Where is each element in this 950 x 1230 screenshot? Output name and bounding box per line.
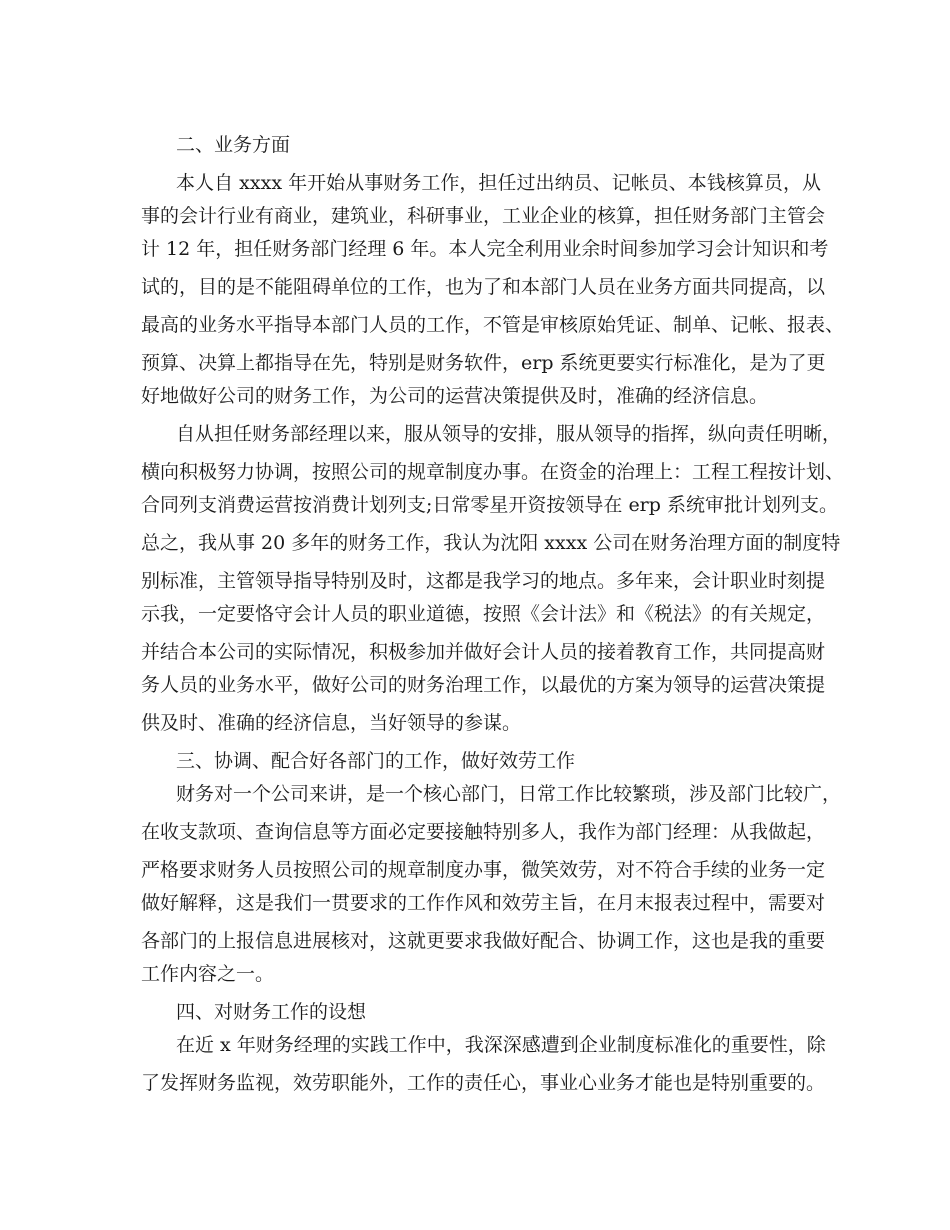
paragraph-line: 总之，我从事 20 多年的财务工作，我认为沈阳 xxxx 公司在财务治理方面的制度特: [141, 532, 841, 554]
paragraph-line: 横向积极努力协调，按照公司的规章制度办事。在资金的治理上：工程工程按计划、: [141, 461, 845, 483]
paragraph-line: 工作内容之一。: [141, 963, 275, 985]
paragraph-line: 供及时、准确的经济信息，当好领导的参谋。: [141, 712, 522, 734]
paragraph-line: 各部门的上报信息进展核对，这就更要求我做好配合、协调工作，这也是我的重要: [141, 930, 826, 952]
paragraph-line: 示我，一定要恪守会计人员的职业道德，按照《会计法》和《税法》的有关规定，: [141, 603, 826, 625]
paragraph-line: 做好解释，这是我们一贯要求的工作作风和效劳主旨，在月末报表过程中，需要对: [141, 892, 826, 914]
paragraph-line: 严格要求财务人员按照公司的规章制度办事，微笑效劳，对不符合手续的业务一定: [141, 859, 826, 881]
paragraph-line: 在近 x 年财务经理的实践工作中，我深深感遭到企业制度标准化的重要性，除: [176, 1034, 826, 1056]
paragraph-line: 预算、决算上都指导在先，特别是财务软件，erp 系统更要实行标准化，是为了更: [141, 352, 826, 374]
paragraph-line: 了发挥财务监视，效劳职能外，工作的责任心，事业心业务才能也是特别重要的。: [141, 1072, 826, 1094]
paragraph-line: 务人员的业务水平，做好公司的财务治理工作，以最优的方案为领导的运营决策提: [141, 674, 826, 696]
paragraph-line: 事的会计行业有商业，建筑业，科研事业，工业企业的核算，担任财务部门主管会: [141, 205, 826, 227]
paragraph-line: 本人自 xxxx 年开始从事财务工作，担任过出纳员、记帐员、本钱核算员，从: [176, 172, 821, 194]
paragraph-line: 最高的业务水平指导本部门人员的工作，不管是审核原始凭证、制单、记帐、报表、: [141, 314, 845, 336]
paragraph-line: 计 12 年，担任财务部门经理 6 年。本人完全利用业余时间参加学习会计知识和考: [141, 238, 829, 260]
section-heading-vision: 四、对财务工作的设想: [176, 1001, 367, 1023]
paragraph-line: 别标准，主管领导指导特别及时，这都是我学习的地点。多年来，会计职业时刻提: [141, 570, 826, 592]
paragraph-line: 财务对一个公司来讲，是一个核心部门，日常工作比较繁琐，涉及部门比较广，: [176, 783, 842, 805]
paragraph-line: 好地做好公司的财务工作，为公司的运营决策提供及时，准确的经济信息。: [141, 385, 769, 407]
paragraph-line: 试的，目的是不能阻碍单位的工作，也为了和本部门人员在业务方面共同提高，以: [141, 276, 826, 298]
paragraph-line: 在收支款项、查询信息等方面必定要接触特别多人，我作为部门经理：从我做起，: [141, 821, 826, 843]
paragraph-line: 并结合本公司的实际情况，积极参加并做好会计人员的接着教育工作，共同提高财: [141, 641, 826, 663]
paragraph-line: 自从担任财务部经理以来，服从领导的安排，服从领导的指挥，纵向责任明晰，: [176, 423, 842, 445]
section-heading-coordination: 三、协调、配合好各部门的工作，做好效劳工作: [176, 750, 576, 772]
section-heading-business: 二、业务方面: [176, 134, 291, 156]
paragraph-line: 合同列支消费运营按消费计划列支;日常零星开资按领导在 erp 系统审批计划列支。: [141, 494, 838, 516]
